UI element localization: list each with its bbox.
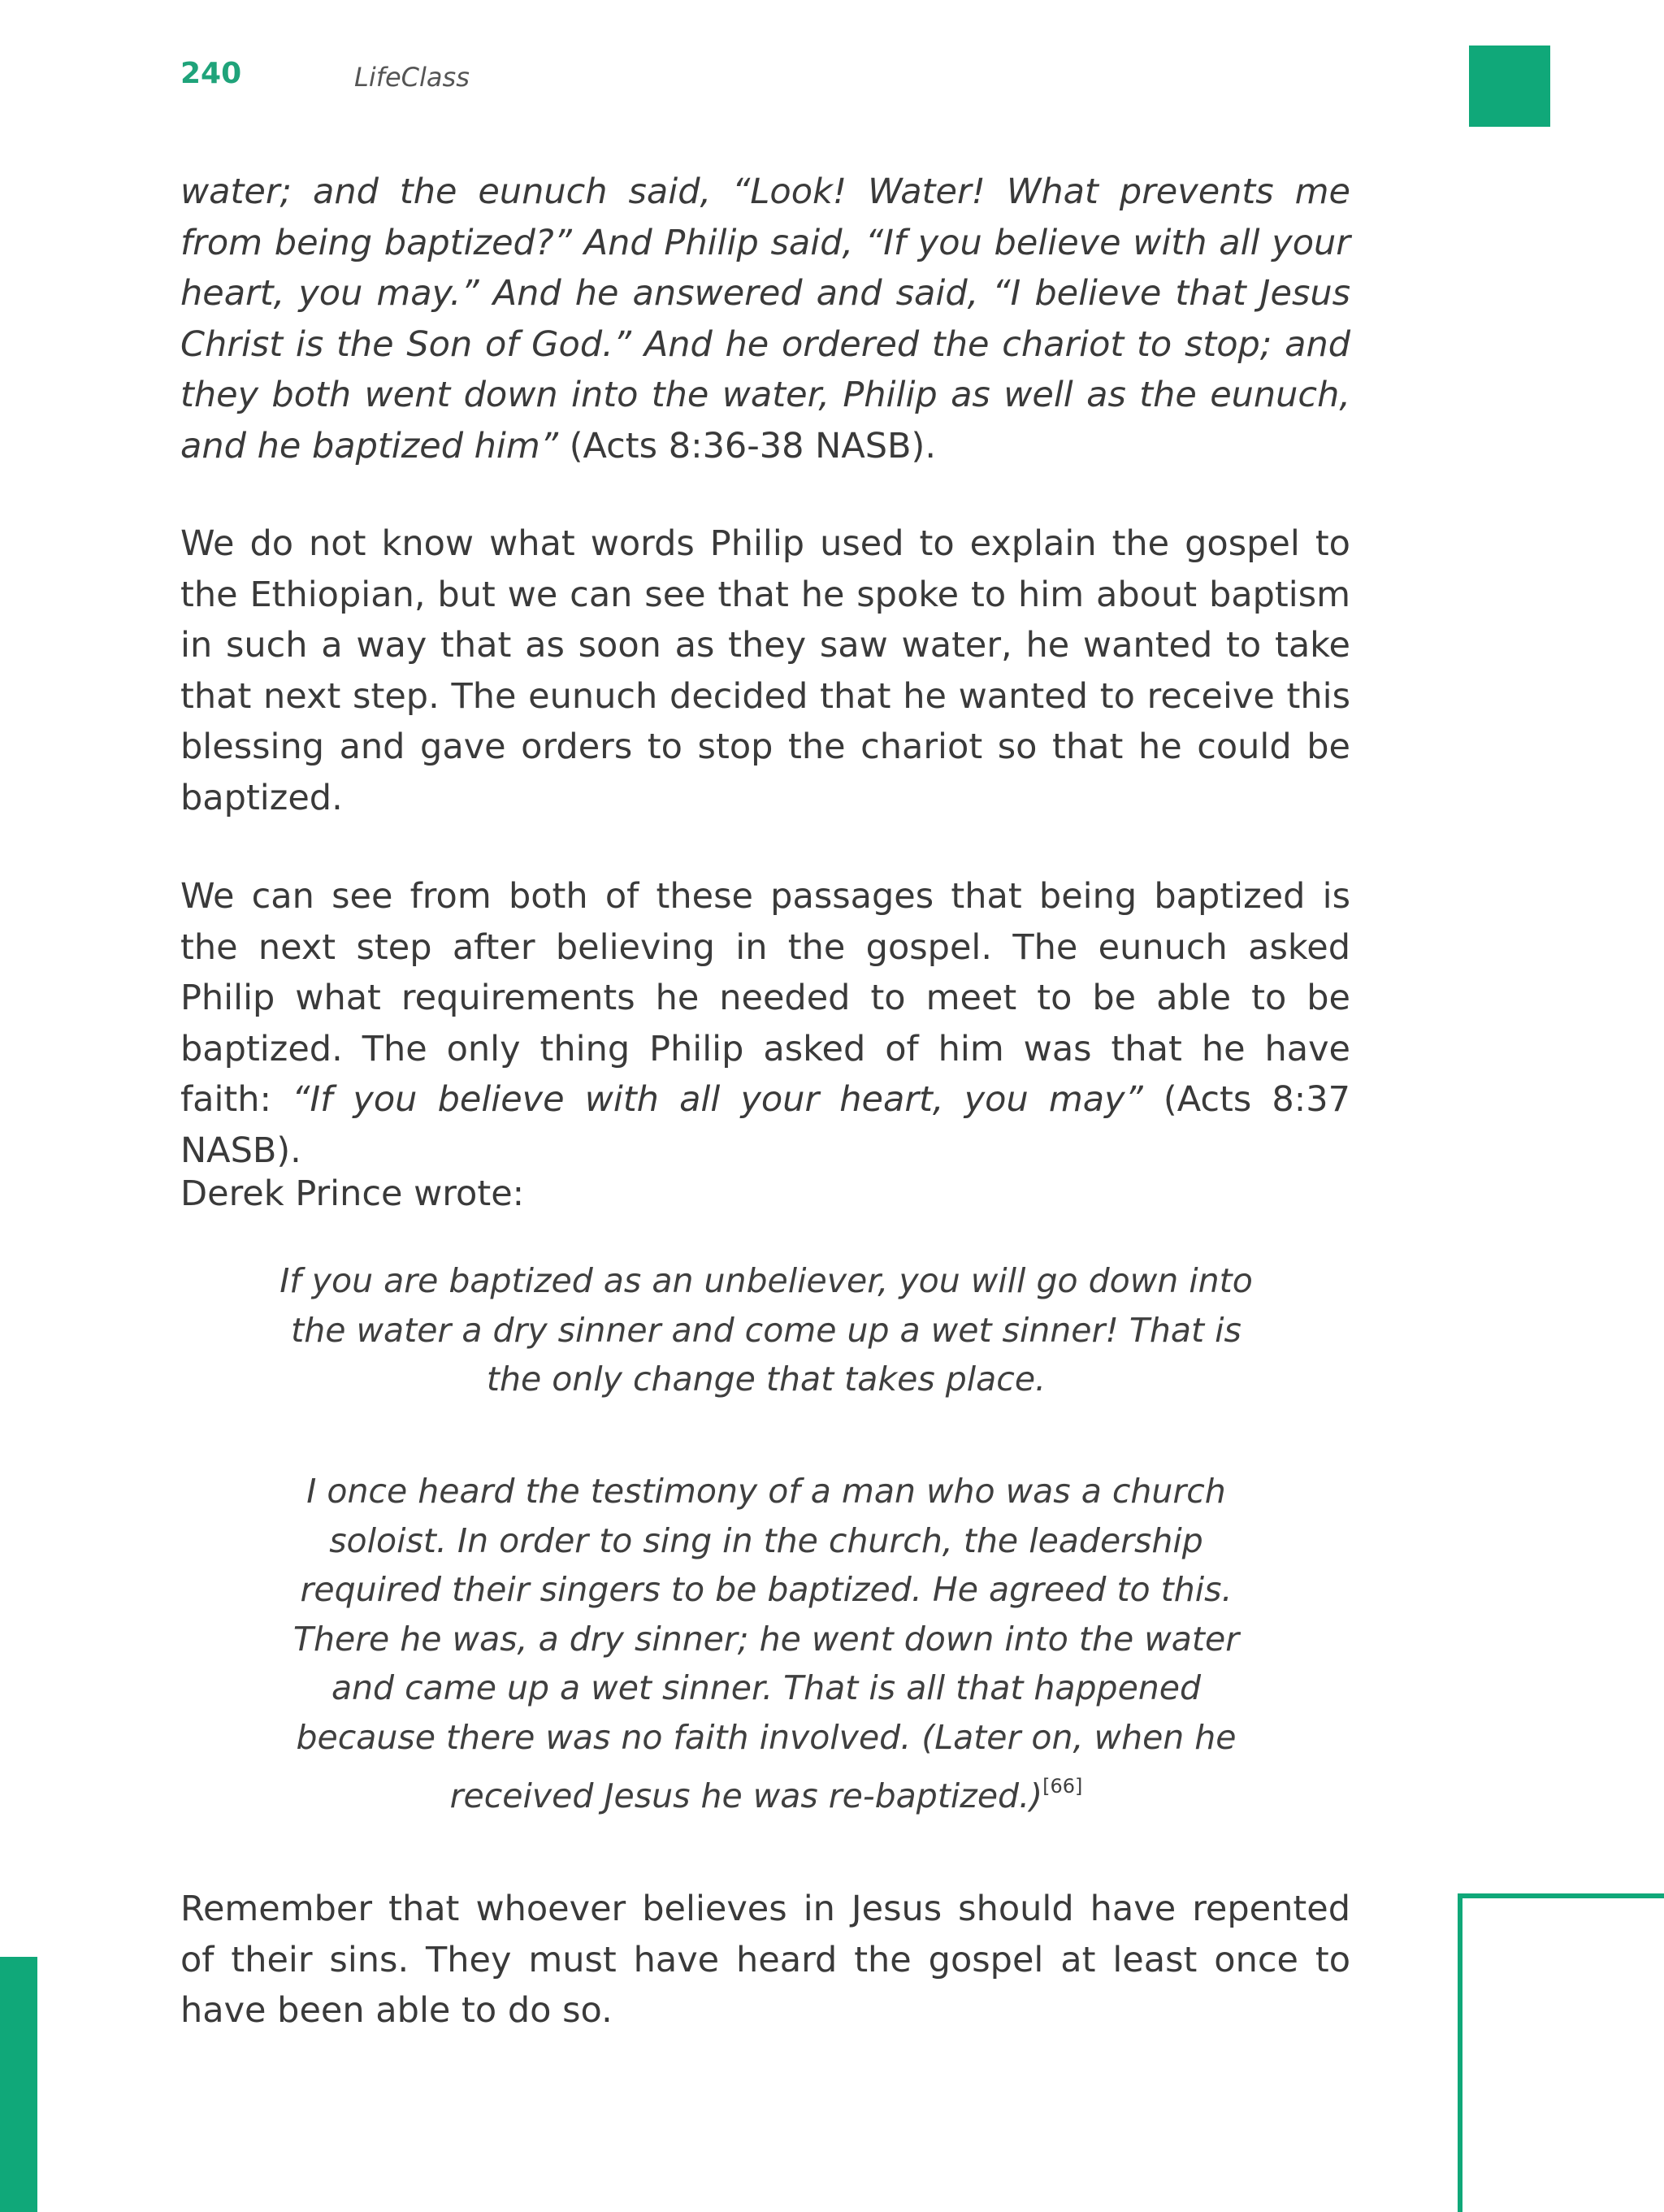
scripture-quote: “If you believe with all your heart, you may” bbox=[292, 1079, 1143, 1120]
left-accent-bar bbox=[0, 1957, 37, 2212]
paragraph-text: We can see from both of these passages that being baptized is the next step after believing in the gospel. The eunuch asked Philip what requirements he needed to meet to be able to be baptized. The only thing Philip asked of him was that he have faith: bbox=[180, 876, 1350, 1120]
paragraph-ethiopian: We do not know what words Philip used to explain the gospel to the Ethiopian, but we can see that he spoke to him about baptism in such a way that as soon as they saw water, he wanted to take that next step. The eunuch decided that he wanted to receive this blessing and gave orders to stop the chariot so that he could be baptized. bbox=[180, 523, 1350, 818]
paragraph-next-step bbox=[180, 871, 1350, 1176]
page-number: 240 bbox=[180, 57, 242, 90]
corner-frame-decoration bbox=[1458, 1893, 1664, 2212]
block-quote-first: If you are baptized as an unbeliever, you will go down into the water a dry sinner and come up a wet sinner! That is the only change that takes place. bbox=[280, 1261, 1253, 1399]
running-header: LifeClass bbox=[354, 62, 470, 93]
scripture-quote: water; and the eunuch said, “Look! Water! What prevents me from being baptized?” And Philip said, “If you believe with all your heart, you may.” And he answered and said, “I believe that Jesus Christ is the Son of God.” And he ordered the chariot to stop; and they both went down into the water, Philip as well as the eunuch, and he baptized him” bbox=[180, 171, 1350, 466]
chapter-tab-marker bbox=[1469, 46, 1550, 127]
block-quote-text: I once heard the testimony of a man who was a church soloist. In order to sing in the church, the leadership required their singers to be baptized. He agreed to this. There he was, a dry sinner; he went down into the water and came up a wet sinner. That is all that happened because there was no faith involved. (Later on, when he received Jesus he was re-baptized.) bbox=[292, 1472, 1240, 1815]
scripture-reference: (Acts 8:37 NASB). bbox=[180, 1079, 1350, 1171]
block-quote-second bbox=[276, 1467, 1256, 1821]
paragraph-repentance: Remember that whoever believes in Jesus should have repented of their sins. They must have heard the gospel at least once to have been able to do so. bbox=[180, 1889, 1350, 2031]
footnote-reference[interactable]: [66] bbox=[1042, 1775, 1083, 1798]
paragraph-acts-quote bbox=[180, 167, 1350, 471]
quote-intro: Derek Prince wrote: bbox=[180, 1173, 525, 1214]
scripture-reference: (Acts 8:36-38 NASB). bbox=[558, 425, 937, 466]
